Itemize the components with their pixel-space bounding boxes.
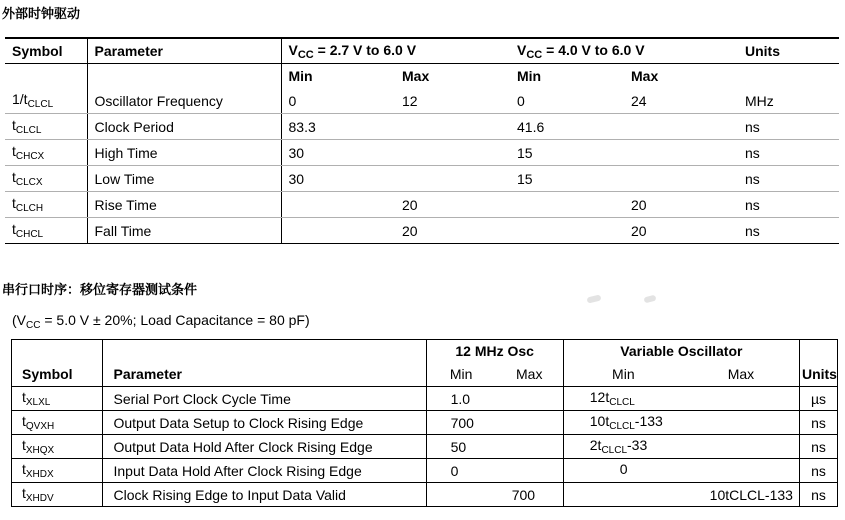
symbol-cell <box>5 114 87 140</box>
table2-vmax: Max <box>683 361 800 387</box>
table2-header-empty3 <box>799 340 837 362</box>
max-cell: 24 <box>624 88 738 114</box>
max-cell: 20 <box>395 192 510 218</box>
max-cell <box>395 140 510 166</box>
variable-max-cell <box>683 459 800 483</box>
symbol-subscript: CHCL <box>15 229 44 240</box>
table1-subheader-empty3 <box>738 64 839 89</box>
units-cell: ns <box>799 459 837 483</box>
variable-min-subscript: CLCL <box>601 445 628 456</box>
scan-mark <box>586 294 601 303</box>
min-cell <box>281 218 395 244</box>
external-clock-table <box>5 37 839 244</box>
table2-min12: Min <box>426 361 496 387</box>
symbol-cell <box>5 218 87 244</box>
units-cell: ns <box>738 192 839 218</box>
table1-min1: Min <box>281 64 395 89</box>
parameter-cell: Clock Rising Edge to Input Data Valid <box>103 483 426 507</box>
table1-header-units: Units <box>738 38 839 64</box>
min-cell: 41.6 <box>510 114 624 140</box>
table-row <box>5 218 839 244</box>
table-row <box>5 114 839 140</box>
max-cell <box>395 166 510 192</box>
min-cell: 1.0 <box>426 387 496 411</box>
max-cell: 700 <box>496 483 564 507</box>
parameter-cell: Serial Port Clock Cycle Time <box>103 387 426 411</box>
symbol-subscript: XHDV <box>25 493 54 504</box>
min-cell: 0 <box>510 88 624 114</box>
variable-min-cell <box>563 459 683 483</box>
symbol-subscript: CLCL <box>27 99 54 110</box>
min-cell: 15 <box>510 166 624 192</box>
table-row <box>12 483 838 507</box>
table1-header-symbol: Symbol <box>5 38 87 64</box>
variable-min-subscript: CLCL <box>609 397 635 408</box>
table-row <box>12 387 838 411</box>
table2-max12: Max <box>496 361 564 387</box>
min-cell <box>426 483 496 507</box>
symbol-prefix: t <box>22 461 26 477</box>
variable-min-cell <box>563 483 683 507</box>
max-cell: 20 <box>395 218 510 244</box>
parameter-cell: Output Data Setup to Clock Rising Edge <box>103 411 426 435</box>
variable-min-suffix: -33 <box>627 437 648 453</box>
symbol-subscript: XLXL <box>25 397 51 408</box>
symbol-subscript: CLCX <box>15 177 43 188</box>
variable-min-prefix: 0 <box>619 461 628 477</box>
max-cell <box>395 114 510 140</box>
variable-min-subscript: CLCL <box>609 421 635 432</box>
parameter-cell: Fall Time <box>87 218 281 244</box>
table1-header-row <box>5 38 839 64</box>
table1-subheader-empty2 <box>87 64 281 89</box>
symbol-prefix: 1/t <box>12 91 28 107</box>
min-cell <box>281 192 395 218</box>
table1-min2: Min <box>510 64 624 89</box>
symbol-cell <box>5 140 87 166</box>
max-cell <box>496 435 564 459</box>
table2-header-empty2 <box>103 340 426 362</box>
symbol-prefix: t <box>12 117 16 133</box>
variable-max-cell <box>683 411 800 435</box>
symbol-subscript: CHCX <box>15 151 45 162</box>
test-condition-note: ($V_{CC} = 5.0$ V ± 20%; Load Capacitance = 80 pF) <box>12 312 310 331</box>
symbol-cell <box>12 435 103 459</box>
symbol-prefix: t <box>12 195 16 211</box>
units-cell: ns <box>799 435 837 459</box>
symbol-cell <box>12 483 103 507</box>
table1-subheader-empty <box>5 64 87 89</box>
symbol-prefix: t <box>22 389 26 405</box>
table-row <box>12 435 838 459</box>
table-row <box>12 411 838 435</box>
max-cell <box>496 387 564 411</box>
units-cell: ns <box>799 411 837 435</box>
table2-header-variable: Variable Oscillator <box>563 340 799 362</box>
min-cell <box>510 218 624 244</box>
table2-header-units: Units <box>799 361 837 387</box>
max-cell: 12 <box>395 88 510 114</box>
serial-port-timing-table <box>11 339 838 507</box>
symbol-prefix: t <box>22 485 26 501</box>
symbol-cell <box>12 411 103 435</box>
max-cell <box>624 140 738 166</box>
min-cell: 0 <box>426 459 496 483</box>
min-cell: 30 <box>281 166 395 192</box>
max-cell <box>624 166 738 192</box>
units-cell: ns <box>738 218 839 244</box>
table2-header-parameter: Parameter <box>103 361 426 387</box>
parameter-cell: Clock Period <box>87 114 281 140</box>
max-cell: 20 <box>624 218 738 244</box>
symbol-prefix: t <box>12 143 16 159</box>
variable-min-suffix: -133 <box>634 413 663 429</box>
variable-max-cell <box>683 387 800 411</box>
table-row <box>5 140 839 166</box>
min-cell: 700 <box>426 411 496 435</box>
max-cell <box>624 114 738 140</box>
symbol-subscript: CLCH <box>15 203 44 214</box>
variable-max-cell <box>683 435 800 459</box>
table-row <box>5 166 839 192</box>
symbol-subscript: XHQX <box>25 445 55 456</box>
units-cell: µs <box>799 387 837 411</box>
symbol-cell <box>12 459 103 483</box>
variable-min-cell <box>563 435 683 459</box>
symbol-cell <box>5 192 87 218</box>
max-cell: 20 <box>624 192 738 218</box>
symbol-prefix: t <box>12 169 16 185</box>
parameter-cell: Output Data Hold After Clock Rising Edge <box>103 435 426 459</box>
variable-min-prefix: 2t <box>589 437 602 453</box>
parameter-cell: Rise Time <box>87 192 281 218</box>
variable-min-cell <box>563 411 683 435</box>
table1-subheader-row <box>5 64 839 89</box>
symbol-cell <box>12 387 103 411</box>
min-cell: 50 <box>426 435 496 459</box>
units-cell: ns <box>738 166 839 192</box>
units-cell: ns <box>799 483 837 507</box>
table1-header-parameter: Parameter <box>87 38 281 64</box>
symbol-cell <box>5 88 87 114</box>
symbol-prefix: t <box>22 437 26 453</box>
parameter-cell: Input Data Hold After Clock Rising Edge <box>103 459 426 483</box>
max-cell <box>496 459 564 483</box>
symbol-subscript: XHDX <box>25 469 54 480</box>
table2-header-symbol: Symbol <box>12 361 103 387</box>
parameter-cell: High Time <box>87 140 281 166</box>
parameter-cell: Low Time <box>87 166 281 192</box>
parameter-cell: Oscillator Frequency <box>87 88 281 114</box>
section-title-external-clock: 外部时钟驱动 <box>2 7 81 22</box>
table-row <box>5 88 839 114</box>
table1-max1: Max <box>395 64 510 89</box>
table1-header-range1: $V_{CC} = 2.7$ V to 6.0 V <box>281 38 510 64</box>
units-cell: ns <box>738 140 839 166</box>
min-cell: 15 <box>510 140 624 166</box>
symbol-cell <box>5 166 87 192</box>
symbol-subscript: QVXH <box>25 421 55 432</box>
table1-max2: Max <box>624 64 738 89</box>
units-cell: ns <box>738 114 839 140</box>
section-title-serial-port-timing: 串行口时序：移位寄存器测试条件 <box>2 283 198 298</box>
min-cell: 30 <box>281 140 395 166</box>
table1-header-range2: $V_{CC} = 4.0$ V to 6.0 V <box>510 38 738 64</box>
table-row <box>5 192 839 218</box>
symbol-prefix: t <box>22 413 26 429</box>
min-cell: 83.3 <box>281 114 395 140</box>
table2-vmin: Min <box>563 361 683 387</box>
table2-header-12mhz: 12 MHz Osc <box>426 340 563 362</box>
symbol-prefix: t <box>12 221 16 237</box>
table2-header-empty <box>12 340 103 362</box>
table2-header-row2 <box>12 361 838 387</box>
variable-min-prefix: 10t <box>589 413 610 429</box>
variable-min-prefix: 12t <box>589 389 610 405</box>
table-row <box>12 459 838 483</box>
max-cell <box>496 411 564 435</box>
symbol-subscript: CLCL <box>15 125 42 136</box>
units-cell: MHz <box>738 88 839 114</box>
table2-header-row1 <box>12 340 838 362</box>
min-cell <box>510 192 624 218</box>
variable-max-cell: 10tCLCL-133 <box>683 483 800 507</box>
scan-mark <box>643 295 656 304</box>
min-cell: 0 <box>281 88 395 114</box>
variable-min-cell <box>563 387 683 411</box>
